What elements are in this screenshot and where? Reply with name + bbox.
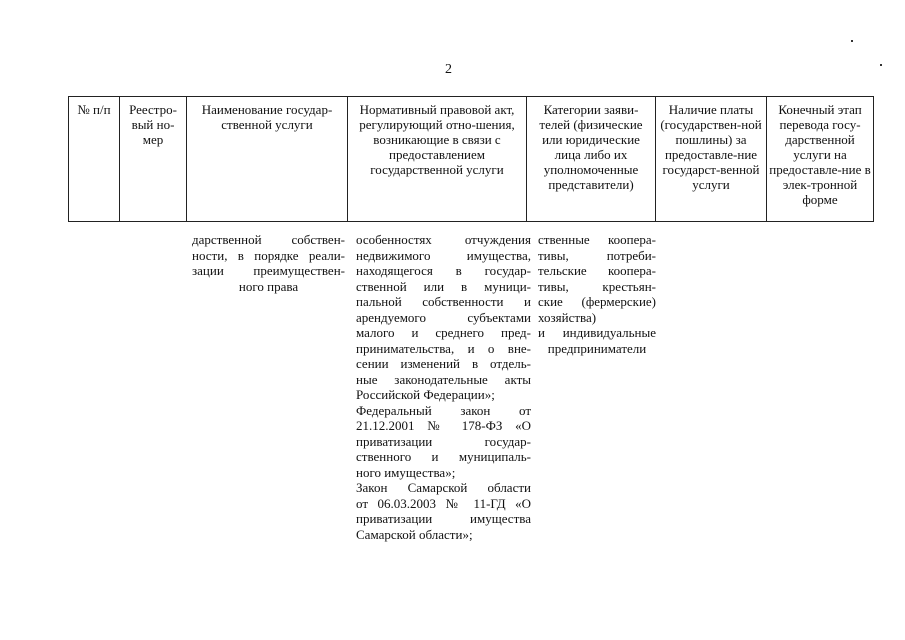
- header-final-stage: Конечный этап перевода госу-дарственной услуги на предоставле-ние в элек-тронной форме: [767, 97, 874, 222]
- text-line: 21.12.2001 № 178-ФЗ «О: [356, 418, 531, 433]
- service-name-cell: [192, 232, 345, 294]
- text-line: приватизации государ-: [356, 433, 531, 449]
- header-fee: Наличие платы (государствен-ной пошлины) за предоставле-ние государст-венной услуги: [656, 97, 767, 222]
- header-registry: Реестро-вый но-мер: [120, 97, 187, 222]
- text-line: малого и среднего пред-: [356, 325, 531, 340]
- text-line: Закон Самарской области: [356, 480, 531, 495]
- applicants-cell: [538, 232, 656, 356]
- header-legal-act: Нормативный правовой акт, регулирующий отно-шения, возникающие в связи с предоставлением государственной услуги: [348, 97, 527, 222]
- text-line: ного имущества»;: [356, 464, 456, 480]
- text-line: приватизации имущества: [356, 511, 531, 526]
- text-line: дарственной собствен-: [192, 232, 345, 247]
- text-line: недвижимого имущества,: [356, 247, 531, 263]
- text-line: принимательства, и о вне-: [356, 340, 531, 356]
- text-line: ские (фермерские): [538, 294, 656, 309]
- page-number: 2: [445, 62, 452, 77]
- text-line: особенностях отчуждения: [356, 232, 531, 247]
- header-number: № п/п: [69, 97, 120, 222]
- text-line: ственные коопера-: [538, 232, 656, 247]
- text-line: тивы, потреби-: [538, 247, 656, 263]
- text-line: тельские коопера-: [538, 263, 656, 278]
- text-line: предприниматели: [547, 340, 647, 356]
- text-line: от 06.03.2003 № 11-ГД «О: [356, 495, 531, 511]
- text-line: зации преимуществен-: [192, 263, 345, 278]
- text-line: ные законодательные акты: [356, 371, 531, 387]
- legal-act-cell: [356, 232, 531, 542]
- table-header: [68, 96, 874, 222]
- text-line: ственной или в муници-: [356, 278, 531, 294]
- text-line: ного права: [238, 278, 299, 294]
- scan-dot: [880, 64, 882, 66]
- text-line: Самарской области»;: [356, 526, 473, 542]
- text-line: Российской Федерации»;: [356, 387, 495, 402]
- text-line: хозяйства): [538, 309, 597, 325]
- text-line: ности, в порядке реали-: [192, 247, 345, 263]
- text-line: находящегося в государ-: [356, 263, 531, 278]
- text-line: арендуемого субъектами: [356, 309, 531, 325]
- text-line: и индивидуальные: [538, 325, 656, 340]
- text-line: ственного и муниципаль-: [356, 449, 531, 464]
- header-row: [69, 97, 874, 222]
- header-applicants: Категории заяви-телей (физические или юридические лица либо их уполномоченные представители): [527, 97, 656, 222]
- header-service-name: Наименование государ-ственной услуги: [187, 97, 348, 222]
- text-line: Федеральный закон от: [356, 402, 531, 418]
- scan-dot: [851, 40, 853, 42]
- text-line: сении изменений в отдель-: [356, 356, 531, 371]
- text-line: тивы, крестьян-: [538, 278, 656, 294]
- text-line: пальной собственности и: [356, 294, 531, 309]
